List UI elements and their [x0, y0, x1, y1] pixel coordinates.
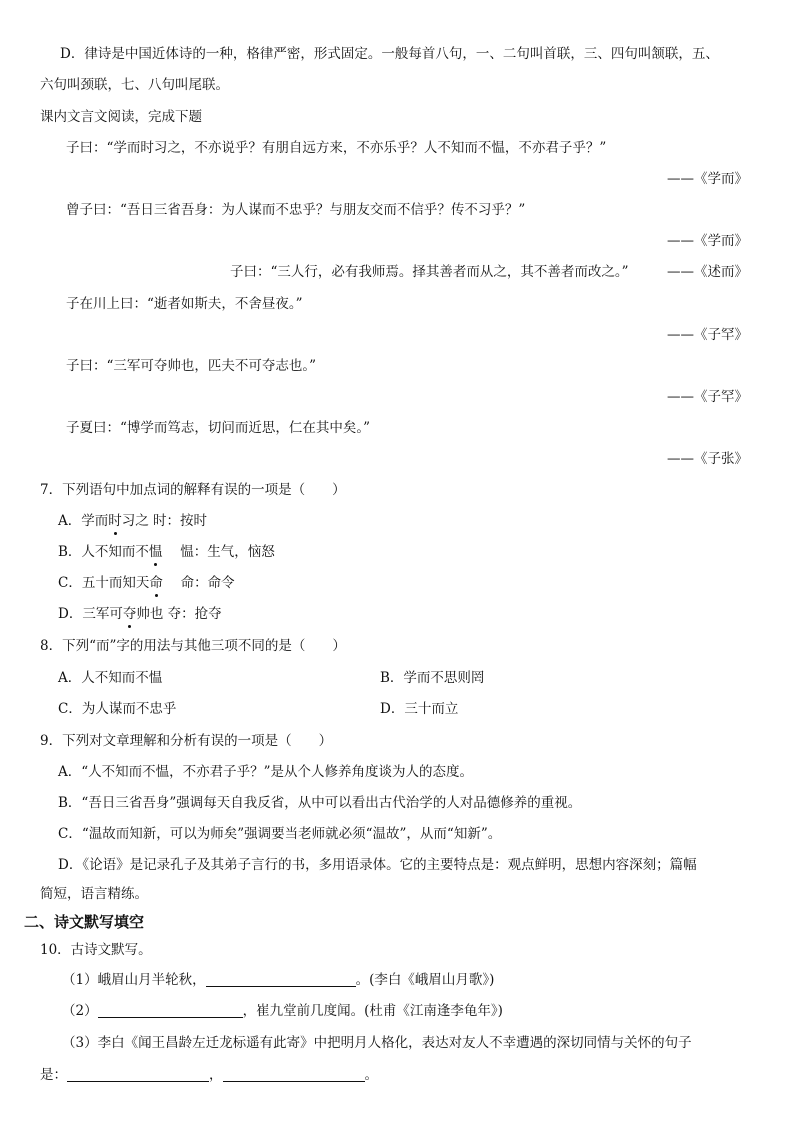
passage-source: ——《子罕》 [667, 327, 748, 343]
question-8-option-a: A．人不知而不愠 [58, 670, 163, 686]
passage-text: 子曰：“三人行，必有我师焉。择其善者而从之，其不善者而改之。” [230, 264, 629, 280]
question-7-stem: 7．下列语句中加点词的解释有误的一项是（ ） [40, 482, 346, 498]
option-d-line1: D．律诗是中国近体诗的一种，格律严密，形式固定。一般每首八句，一、二句叫首联，三、四句叫颔联，五、 [60, 46, 719, 62]
question-10-item-1: （1）峨眉山月半轮秋， 。(李白《峨眉山月歌》) [62, 972, 495, 988]
question-9-option-c: C．“温故而知新，可以为师矣”强调要当老师就必须“温故”，从而“知新”。 [58, 826, 502, 842]
reading-intro: 课内文言文阅读，完成下题 [40, 109, 202, 125]
question-9-option-d-line1: D．《论语》是记录孔子及其弟子言行的书，多用语录体。它的主要特点是：观点鲜明，思想内容深刻；篇幅 [58, 857, 697, 873]
passage-text: 子曰：“三军可夺帅也，匹夫不可夺志也。” [66, 358, 317, 374]
question-9-option-a: A．“人不知而不愠，不亦君子乎？”是从个人修养角度谈为人的态度。 [58, 764, 474, 780]
passage-source: ——《子罕》 [667, 389, 748, 405]
answer-blank[interactable] [98, 1003, 243, 1018]
question-10-item-2: （2） ，崔九堂前几度闻。(杜甫《江南逢李龟年》) [62, 1003, 503, 1019]
passage-source: ——《学而》 [667, 233, 748, 249]
question-7-option-d: D．三军可夺帅也 夺：抢夺 [58, 606, 222, 622]
section-heading: 二、诗文默写填空 [24, 913, 145, 931]
dotted-char: 愠 [148, 544, 163, 560]
passage-source: ——《述而》 [667, 264, 748, 280]
passage-text: 子曰：“学而时习之，不亦说乎？有朋自远方来，不亦乐乎？人不知而不愠，不亦君子乎？” [66, 140, 607, 156]
question-8-option-c: C．为人谋而不忠乎 [58, 701, 177, 717]
passage-source: ——《子张》 [667, 451, 748, 467]
question-8-option-b: B．学而不思则罔 [380, 670, 485, 686]
question-8-option-d: D．三十而立 [380, 701, 459, 717]
dotted-char: 命 [149, 575, 163, 591]
dotted-char: 时 [108, 513, 122, 529]
question-8-stem: 8．下列“而”字的用法与其他三项不同的是（ ） [40, 638, 346, 654]
answer-blank[interactable] [223, 1067, 365, 1082]
passage-text: 子在川上曰：“逝者如斯夫，不舍昼夜。” [66, 296, 303, 312]
passage-source: ——《学而》 [667, 171, 748, 187]
question-10-item-3-line1: （3）李白《闻王昌龄左迁龙标遥有此寄》中把明月人格化，表达对友人不幸遭遇的深切同情与关怀的句子 [62, 1035, 692, 1051]
passage-text: 曾子曰：“吾日三省吾身：为人谋而不忠乎？与朋友交而不信乎？传不习乎？” [66, 202, 526, 218]
question-7-option-a: A．学而时习之 时：按时 [58, 513, 208, 529]
answer-blank[interactable] [206, 972, 356, 987]
question-7-option-b: B．人不知而不愠 愠：生气，恼怒 [58, 544, 275, 560]
question-9-stem: 9．下列对文章理解和分析有误的一项是（ ） [40, 733, 333, 749]
question-10-item-3-line2: 是： ， 。 [40, 1067, 378, 1083]
question-9-option-b: B．“吾日三省吾身”强调每天自我反省，从中可以看出古代治学的人对品德修养的重视。 [58, 795, 582, 811]
question-7-option-c: C．五十而知天命 命：命令 [58, 575, 235, 591]
question-10-stem: 10．古诗文默写。 [40, 942, 152, 958]
dotted-char: 夺 [122, 606, 137, 622]
answer-blank[interactable] [67, 1067, 209, 1082]
passage-text: 子夏曰：“博学而笃志，切问而近思，仁在其中矣。” [66, 420, 371, 436]
question-9-option-d-line2: 简短，语言精练。 [40, 886, 148, 902]
option-d-line2: 六句叫颈联，七、八句叫尾联。 [40, 77, 229, 93]
